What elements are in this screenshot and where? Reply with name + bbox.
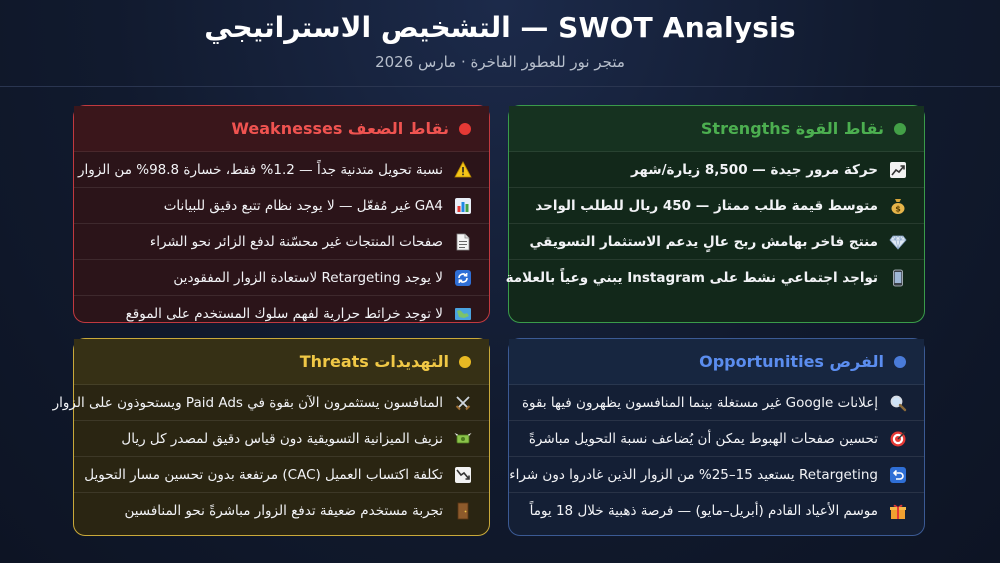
red-dot-icon <box>459 123 471 135</box>
opportunity-text: إعلانات Google غير مستغلة بينما المنافسون يظهرون فيها بقوة <box>521 394 878 411</box>
strengths-title: نقاط القوة Strengths <box>700 118 884 138</box>
strength-item <box>505 260 924 296</box>
threat-item <box>74 493 489 529</box>
opportunities-title: الفرص Opportunities <box>699 351 884 371</box>
target-icon <box>888 429 908 449</box>
opportunities-card <box>508 338 925 536</box>
yellow-dot-icon <box>459 356 471 368</box>
weakness-item <box>74 224 489 260</box>
opportunity-text: Retargeting يستعيد 15–25% من الزوار الذين غادروا دون شراء <box>509 466 878 483</box>
document-icon <box>453 232 473 252</box>
weaknesses-title: نقاط الضعف Weaknesses <box>231 118 449 138</box>
weakness-item <box>74 152 489 188</box>
weakness-text: لا يوجد Retargeting لاستعادة الزوار المفقودين <box>173 269 443 286</box>
weakness-item <box>74 260 489 296</box>
weakness-item <box>74 296 489 332</box>
weaknesses-header <box>74 106 489 152</box>
money-wings-icon <box>453 429 473 449</box>
threat-item <box>74 457 489 493</box>
threats-card <box>52 338 490 536</box>
page-title: التشخيص الاستراتيجي — SWOT Analysis <box>204 11 796 44</box>
trending-up-icon <box>888 160 908 180</box>
crossed-swords-icon <box>453 393 473 413</box>
green-dot-icon <box>894 123 906 135</box>
strength-text: متوسط قيمة طلب ممتاز — 450 ريال للطلب الواحد <box>535 197 878 214</box>
threat-text: تجربة مستخدم ضعيفة تدفع الزوار مباشرةً نحو المنافسين <box>124 503 443 519</box>
opportunity-item <box>509 385 924 421</box>
search-icon <box>888 393 908 413</box>
strength-item <box>509 224 924 260</box>
strength-item <box>509 152 924 188</box>
blue-dot-icon <box>894 356 906 368</box>
weakness-text: GA4 غير مُفعّل — لا يوجد نظام تتبع دقيق للبيانات <box>163 197 443 214</box>
refresh-icon <box>453 268 473 288</box>
threat-item <box>52 385 489 421</box>
threat-text: نزيف الميزانية التسويقية دون قياس دقيق لمصدر كل ريال <box>121 430 443 447</box>
threats-title: التهديدات Threats <box>299 351 449 371</box>
header-divider <box>0 86 1000 87</box>
money-bag-icon <box>888 196 908 216</box>
phone-icon <box>888 268 908 288</box>
bar-chart-icon <box>453 196 473 216</box>
weakness-text: نسبة تحويل متدنية جداً — 1.2% فقط، خسارة 98.8% من الزوار <box>78 161 443 178</box>
threat-text: المنافسون يستثمرون الآن بقوة في Paid Ads ويستحوذون على الزوار <box>52 394 443 411</box>
opportunity-text: تحسين صفحات الهبوط يمكن أن يُضاعف نسبة التحويل مباشرةً <box>528 430 878 447</box>
strength-item <box>509 188 924 224</box>
strength-text: تواجد اجتماعي نشط على Instagram يبني وعياً بالعلامة <box>505 270 878 286</box>
map-icon <box>453 304 473 324</box>
weakness-text: صفحات المنتجات غير محسّنة لدفع الزائر نحو الشراء <box>149 233 443 250</box>
threat-text: تكلفة اكتساب العميل (CAC) مرتفعة بدون تحسين مسار التحويل <box>84 466 443 483</box>
page-subtitle: متجر نور للعطور الفاخرة · مارس 2026 <box>375 53 625 71</box>
threat-item <box>74 421 489 457</box>
weakness-text: لا توجد خرائط حرارية لفهم سلوك المستخدم على الموقع <box>125 306 443 322</box>
warning-icon <box>453 160 473 180</box>
gift-icon <box>888 501 908 521</box>
opportunity-item <box>509 457 924 493</box>
strength-text: حركة مرور جيدة — 8,500 زيارة/شهر <box>631 161 878 178</box>
door-icon <box>453 501 473 521</box>
strengths-header <box>509 106 924 152</box>
return-arrow-icon <box>888 465 908 485</box>
header <box>0 8 1000 72</box>
weakness-item <box>74 188 489 224</box>
trending-down-icon <box>453 465 473 485</box>
weaknesses-card <box>73 105 490 323</box>
svg-text:$: $ <box>895 204 901 213</box>
gem-icon <box>888 232 908 252</box>
opportunity-item <box>509 421 924 457</box>
threats-header <box>74 339 489 385</box>
strength-text: منتج فاخر بهامش ربح عالٍ يدعم الاستثمار التسويقي <box>529 233 878 250</box>
opportunities-header <box>509 339 924 385</box>
strengths-card <box>505 105 925 323</box>
opportunity-item <box>509 493 924 529</box>
opportunity-text: موسم الأعياد القادم (أبريل–مايو) — فرصة ذهبية خلال 18 يوماً <box>529 503 878 519</box>
